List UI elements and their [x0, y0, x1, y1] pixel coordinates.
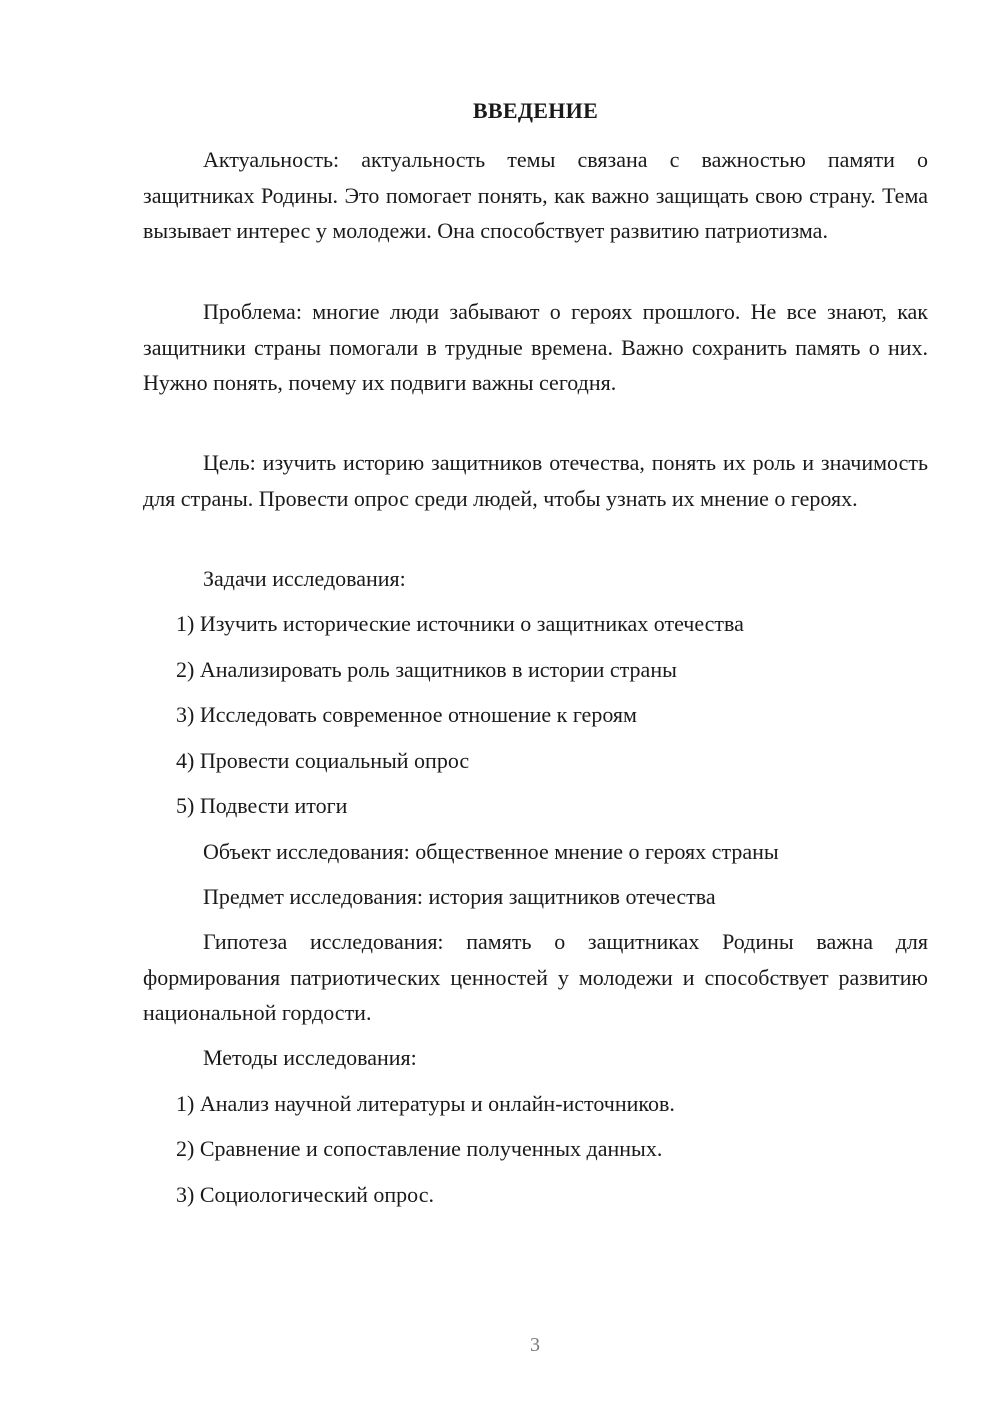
- task-item: 4) Провести социальный опрос: [176, 748, 470, 773]
- task-item: 5) Подвести итоги: [176, 793, 348, 818]
- page-number: 3: [530, 1334, 540, 1356]
- goal-paragraph: Цель: изучить историю защитников отечества, понять их роль и значимость для страны. Провести опрос среди людей, чтобы узнать их мнение о героях.: [143, 450, 928, 511]
- research-subject: Предмет исследования: история защитников отечества: [203, 884, 716, 909]
- hypothesis-paragraph: Гипотеза исследования: память о защитниках Родины важна для формирования патриотических ценностей у молодежи и способствует развитию национальной гордости.: [143, 929, 928, 1025]
- tasks-heading: Задачи исследования:: [203, 566, 406, 591]
- task-item: 2) Анализировать роль защитников в истории страны: [176, 657, 677, 682]
- task-item: 1) Изучить исторические источники о защитниках отечества: [176, 611, 744, 636]
- research-object: Объект исследования: общественное мнение о героях страны: [203, 839, 779, 864]
- method-item: 3) Социологический опрос.: [176, 1182, 434, 1207]
- problem-paragraph: Проблема: многие люди забывают о героях прошлого. Не все знают, как защитники страны помогали в трудные времена. Важно сохранить память о них. Нужно понять, почему их подвиги важны сегодня.: [143, 299, 928, 395]
- section-title: ВВЕДЕНИЕ: [472, 98, 599, 123]
- method-item: 2) Сравнение и сопоставление полученных данных.: [176, 1136, 663, 1161]
- task-item: 3) Исследовать современное отношение к героям: [176, 702, 637, 727]
- relevance-paragraph: Актуальность: актуальность темы связана с важностью памяти о защитниках Родины. Это помогает понять, как важно защищать свою страну. Тема вызывает интерес у молодежи. Она способствует развитию патриотизма.: [143, 147, 928, 243]
- methods-heading: Методы исследования:: [203, 1045, 417, 1070]
- method-item: 1) Анализ научной литературы и онлайн-источников.: [176, 1091, 675, 1116]
